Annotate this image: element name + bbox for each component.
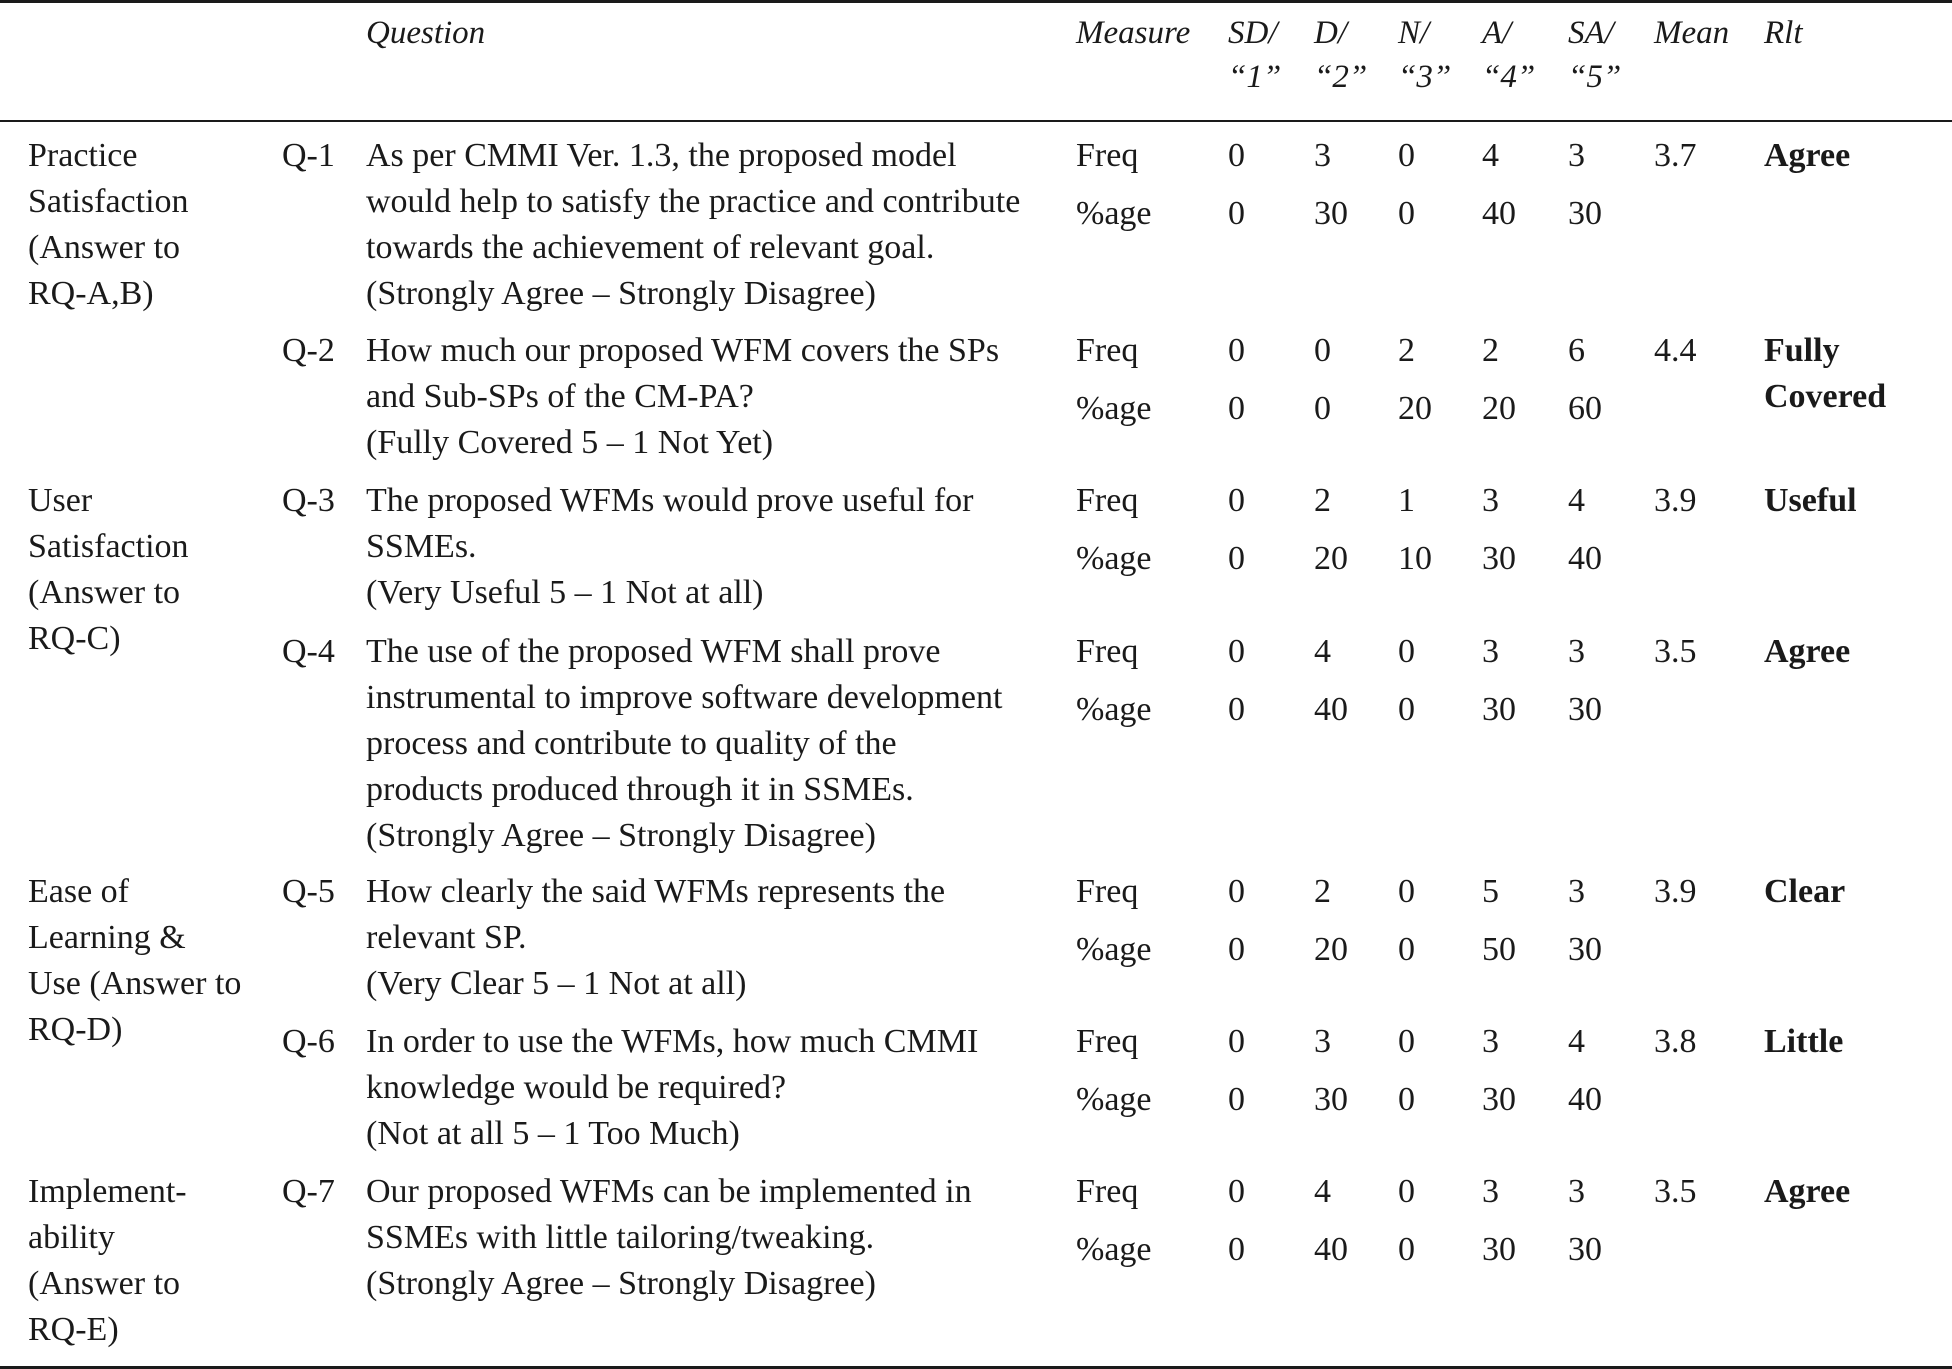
measure-freq: Freq: [1076, 1023, 1139, 1060]
freq-cell: 0: [1398, 137, 1415, 174]
mean-cell: 3.7: [1654, 137, 1697, 174]
header-rlt: Rlt: [1764, 15, 1803, 51]
freq-cell: 0: [1228, 332, 1245, 369]
question-text: (Fully Covered 5 – 1 Not Yet): [366, 424, 774, 461]
percent-cell: 0: [1398, 931, 1415, 968]
percent-cell: 20: [1482, 390, 1516, 427]
percent-cell: 30: [1482, 540, 1516, 577]
mean-cell: 3.9: [1654, 482, 1697, 519]
percent-cell: 0: [1228, 390, 1245, 427]
percent-cell: 40: [1314, 691, 1348, 728]
percent-cell: 40: [1482, 195, 1516, 232]
freq-cell: 0: [1398, 873, 1415, 910]
header-d: D/: [1314, 15, 1347, 51]
freq-cell: 3: [1482, 482, 1499, 519]
result-cell: Agree: [1764, 633, 1851, 670]
percent-cell: 20: [1314, 931, 1348, 968]
question-id: Q-6: [282, 1023, 335, 1060]
freq-cell: 1: [1398, 482, 1415, 519]
question-id: Q-4: [282, 633, 335, 670]
question-text: (Strongly Agree – Strongly Disagree): [366, 817, 876, 854]
freq-cell: 3: [1482, 1173, 1499, 1210]
question-text: Our proposed WFMs can be implemented in: [366, 1173, 972, 1210]
result-cell: Agree: [1764, 1173, 1851, 1210]
freq-cell: 3: [1568, 137, 1585, 174]
question-text: The use of the proposed WFM shall prove: [366, 633, 941, 670]
freq-cell: 3: [1482, 633, 1499, 670]
percent-cell: 30: [1314, 1081, 1348, 1118]
question-text: (Very Useful 5 – 1 Not at all): [366, 574, 764, 611]
group-label: RQ-C): [28, 620, 121, 657]
freq-cell: 2: [1314, 873, 1331, 910]
question-text: How much our proposed WFM covers the SPs: [366, 332, 1000, 369]
group-label: RQ-A,B): [28, 275, 154, 312]
freq-cell: 0: [1398, 633, 1415, 670]
mean-cell: 4.4: [1654, 332, 1697, 369]
header-n: N/: [1398, 15, 1430, 51]
question-text: SSMEs.: [366, 528, 477, 565]
freq-cell: 3: [1482, 1023, 1499, 1060]
freq-cell: 3: [1568, 1173, 1585, 1210]
freq-cell: 0: [1228, 1023, 1245, 1060]
group-label: Satisfaction: [28, 183, 189, 220]
measure-freq: Freq: [1076, 332, 1139, 369]
header-sd-scale: “1”: [1228, 59, 1282, 95]
header-a: A/: [1482, 15, 1512, 51]
percent-cell: 40: [1314, 1231, 1348, 1268]
header-mean: Mean: [1654, 15, 1730, 51]
result-cell: Agree: [1764, 137, 1851, 174]
question-text: and Sub-SPs of the CM-PA?: [366, 378, 754, 415]
measure-percent: %age: [1076, 195, 1152, 232]
group-label: (Answer to: [28, 574, 181, 611]
question-text: relevant SP.: [366, 919, 527, 956]
header-sa: SA/: [1568, 15, 1614, 51]
question-text: knowledge would be required?: [366, 1069, 787, 1106]
measure-freq: Freq: [1076, 873, 1139, 910]
freq-cell: 3: [1568, 873, 1585, 910]
question-id: Q-3: [282, 482, 335, 519]
group-label: User: [28, 482, 93, 519]
measure-percent: %age: [1076, 1081, 1152, 1118]
percent-cell: 40: [1568, 540, 1602, 577]
mean-cell: 3.9: [1654, 873, 1697, 910]
measure-percent: %age: [1076, 931, 1152, 968]
question-text: In order to use the WFMs, how much CMMI: [366, 1023, 979, 1060]
question-text: As per CMMI Ver. 1.3, the proposed model: [366, 137, 957, 174]
mean-cell: 3.5: [1654, 1173, 1697, 1210]
measure-freq: Freq: [1076, 137, 1139, 174]
question-id: Q-1: [282, 137, 335, 174]
question-text: (Not at all 5 – 1 Too Much): [366, 1115, 740, 1152]
percent-cell: 0: [1228, 931, 1245, 968]
percent-cell: 10: [1398, 540, 1432, 577]
freq-cell: 6: [1568, 332, 1585, 369]
question-id: Q-5: [282, 873, 335, 910]
group-label: RQ-E): [28, 1311, 119, 1348]
header-rule: [0, 120, 1952, 122]
percent-cell: 30: [1482, 1231, 1516, 1268]
freq-cell: 2: [1482, 332, 1499, 369]
group-label: Ease of: [28, 873, 130, 910]
group-label: Use (Answer to: [28, 965, 242, 1002]
result-cell: Clear: [1764, 873, 1846, 910]
question-text: (Strongly Agree – Strongly Disagree): [366, 275, 876, 312]
percent-cell: 20: [1398, 390, 1432, 427]
measure-freq: Freq: [1076, 1173, 1139, 1210]
percent-cell: 0: [1398, 195, 1415, 232]
freq-cell: 4: [1568, 1023, 1585, 1060]
freq-cell: 0: [1228, 633, 1245, 670]
result-cell: Covered: [1764, 378, 1887, 415]
question-text: How clearly the said WFMs represents the: [366, 873, 946, 910]
freq-cell: 0: [1228, 482, 1245, 519]
question-text: towards the achievement of relevant goal.: [366, 229, 935, 266]
group-label: (Answer to: [28, 229, 181, 266]
group-label: RQ-D): [28, 1011, 123, 1048]
question-id: Q-2: [282, 332, 335, 369]
result-cell: Useful: [1764, 482, 1857, 519]
freq-cell: 0: [1398, 1173, 1415, 1210]
measure-percent: %age: [1076, 1231, 1152, 1268]
header-sd: SD/: [1228, 15, 1278, 51]
group-label: (Answer to: [28, 1265, 181, 1302]
question-text: would help to satisfy the practice and contribute: [366, 183, 1021, 220]
freq-cell: 0: [1398, 1023, 1415, 1060]
mean-cell: 3.5: [1654, 633, 1697, 670]
header-a-scale: “4”: [1482, 59, 1536, 95]
question-id: Q-7: [282, 1173, 335, 1210]
question-text: (Strongly Agree – Strongly Disagree): [366, 1265, 876, 1302]
measure-percent: %age: [1076, 390, 1152, 427]
percent-cell: 0: [1228, 1081, 1245, 1118]
measure-percent: %age: [1076, 540, 1152, 577]
freq-cell: 0: [1228, 1173, 1245, 1210]
question-text: (Very Clear 5 – 1 Not at all): [366, 965, 747, 1002]
percent-cell: 0: [1228, 540, 1245, 577]
measure-freq: Freq: [1076, 482, 1139, 519]
percent-cell: 50: [1482, 931, 1516, 968]
freq-cell: 0: [1228, 873, 1245, 910]
header-question: Question: [366, 15, 486, 51]
freq-cell: 5: [1482, 873, 1499, 910]
freq-cell: 0: [1228, 137, 1245, 174]
percent-cell: 60: [1568, 390, 1602, 427]
group-label: Satisfaction: [28, 528, 189, 565]
percent-cell: 30: [1568, 691, 1602, 728]
freq-cell: 0: [1314, 332, 1331, 369]
freq-cell: 4: [1568, 482, 1585, 519]
percent-cell: 0: [1314, 390, 1331, 427]
percent-cell: 0: [1228, 195, 1245, 232]
percent-cell: 0: [1398, 691, 1415, 728]
measure-freq: Freq: [1076, 633, 1139, 670]
percent-cell: 0: [1228, 691, 1245, 728]
freq-cell: 2: [1314, 482, 1331, 519]
group-label: Learning &: [28, 919, 186, 956]
percent-cell: 0: [1398, 1081, 1415, 1118]
percent-cell: 30: [1314, 195, 1348, 232]
percent-cell: 30: [1482, 1081, 1516, 1118]
question-text: instrumental to improve software development: [366, 679, 1003, 716]
measure-percent: %age: [1076, 691, 1152, 728]
percent-cell: 30: [1568, 1231, 1602, 1268]
group-label: ability: [28, 1219, 115, 1256]
question-text: products produced through it in SSMEs.: [366, 771, 914, 808]
freq-cell: 3: [1314, 137, 1331, 174]
freq-cell: 3: [1568, 633, 1585, 670]
header-measure: Measure: [1076, 15, 1191, 51]
freq-cell: 4: [1314, 633, 1331, 670]
mean-cell: 3.8: [1654, 1023, 1697, 1060]
header-d-scale: “2”: [1314, 59, 1368, 95]
group-label: Practice: [28, 137, 138, 174]
result-cell: Little: [1764, 1023, 1844, 1060]
header-sa-scale: “5”: [1568, 59, 1622, 95]
group-label: Implement-: [28, 1173, 187, 1210]
question-text: The proposed WFMs would prove useful for: [366, 482, 974, 519]
question-text: SSMEs with little tailoring/tweaking.: [366, 1219, 875, 1256]
percent-cell: 20: [1314, 540, 1348, 577]
freq-cell: 3: [1314, 1023, 1331, 1060]
percent-cell: 30: [1568, 195, 1602, 232]
freq-cell: 2: [1398, 332, 1415, 369]
percent-cell: 0: [1228, 1231, 1245, 1268]
freq-cell: 4: [1482, 137, 1499, 174]
header-n-scale: “3”: [1398, 59, 1452, 95]
percent-cell: 40: [1568, 1081, 1602, 1118]
percent-cell: 30: [1568, 931, 1602, 968]
percent-cell: 0: [1398, 1231, 1415, 1268]
percent-cell: 30: [1482, 691, 1516, 728]
result-cell: Fully: [1764, 332, 1840, 369]
freq-cell: 4: [1314, 1173, 1331, 1210]
question-text: process and contribute to quality of the: [366, 725, 897, 762]
top-rule: [0, 0, 1952, 3]
